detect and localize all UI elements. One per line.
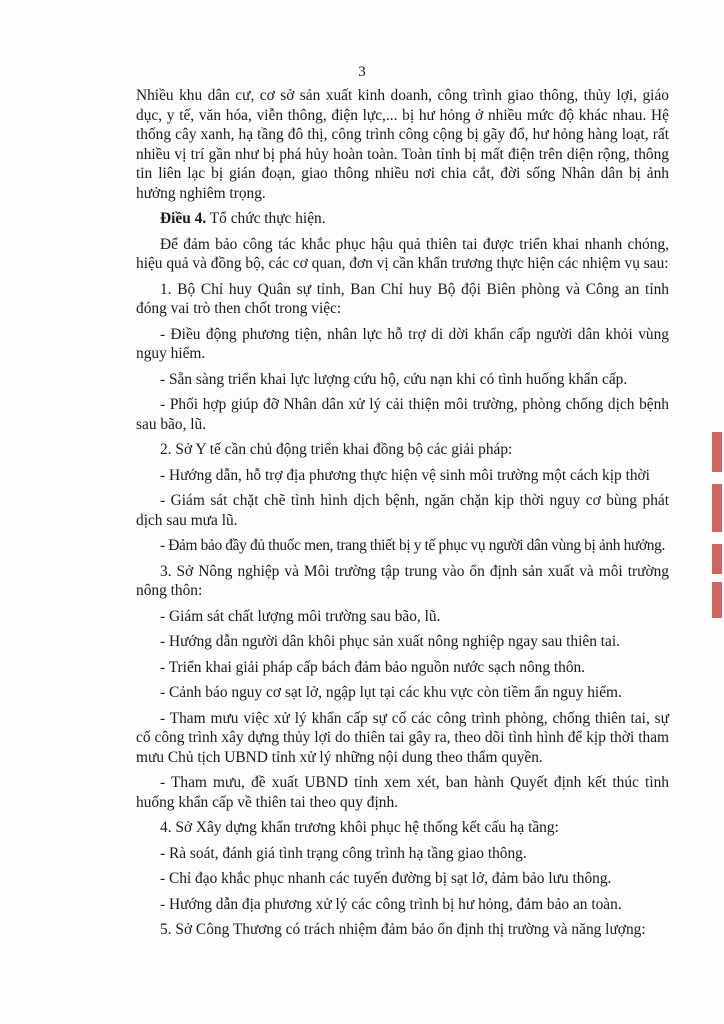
stamp-mark bbox=[708, 432, 724, 622]
article-heading bbox=[136, 209, 669, 229]
list-item: - Điều động phương tiện, nhân lực hỗ trợ di dời khẩn cấp người dân khỏi vùng nguy hiểm. bbox=[136, 325, 669, 362]
list-item: - Rà soát, đánh giá tình trạng công trình hạ tầng giao thông. bbox=[160, 844, 527, 862]
paragraph: Nhiều khu dân cư, cơ sở sản xuất kinh doanh, công trình giao thông, thủy lợi, giáo dục, y tế, văn hóa, viễn thông, điện lực,... bị hư hỏng ở nhiều mức độ khác nhau. Hệ thống cây xanh, hạ tầng đô thị, công trình công cộng bị gãy đổ, hư hỏng hàng loạt, rất nhiều vị trí gần như bị phá hủy hoàn toàn. Toàn tỉnh bị mất điện trên diện rộng, thông tin liên lạc bị gián đoạn, giao thông nhiều nơi chia cắt, đời sống Nhân dân bị ảnh hưởng nghiêm trọng. bbox=[136, 87, 669, 202]
list-item: - Triển khai giải pháp cấp bách đảm bảo nguồn nước sạch nông thôn. bbox=[160, 658, 586, 676]
list-item: - Giám sát chất lượng môi trường sau bão, lũ. bbox=[160, 607, 441, 625]
list-item: - Tham mưu việc xử lý khẩn cấp sự cố các công trình phòng, chống thiên tai, sự cố công trình xây dựng thủy lợi do thiên tai gây ra, theo dõi tình hình để kịp thời tham mưu Chủ tịch UBND tỉnh xử lý những nội dung theo thẩm quyền. bbox=[136, 709, 669, 766]
list-item: Để đảm bảo công tác khắc phục hậu quả thiên tai được triển khai nhanh chóng, hiệu quả và đồng bộ, các cơ quan, đơn vị cần khẩn trương thực hiện các nhiệm vụ sau: bbox=[136, 235, 669, 272]
list-item: 4. Sở Xây dựng khẩn trương khôi phục hệ thống kết cấu hạ tầng: bbox=[160, 819, 559, 836]
document-body bbox=[136, 86, 669, 946]
list-item: - Chỉ đạo khắc phục nhanh các tuyến đường bị sạt lở, đảm bảo lưu thông. bbox=[160, 870, 612, 887]
list-item: - Đảm bảo đầy đủ thuốc men, trang thiết bị y tế phục vụ người dân vùng bị ảnh hưởng. bbox=[160, 537, 665, 554]
list-item: - Cảnh báo nguy cơ sạt lở, ngập lụt tại các khu vực còn tiềm ẩn nguy hiểm. bbox=[160, 684, 622, 701]
list-item: - Hướng dẫn người dân khôi phục sản xuất nông nghiệp ngay sau thiên tai. bbox=[160, 633, 620, 650]
list-item: - Phối hợp giúp đỡ Nhân dân xử lý cải thiện môi trường, phòng chống dịch bệnh sau bão, lũ. bbox=[136, 396, 669, 433]
list-item: - Giám sát chặt chẽ tình hình dịch bệnh, ngăn chặn kịp thời nguy cơ bùng phát dịch sau mưa lũ. bbox=[136, 492, 669, 529]
list-item: 5. Sở Công Thương có trách nhiệm đảm bảo ổn định thị trường và năng lượng: bbox=[160, 921, 646, 938]
list-item: 1. Bộ Chỉ huy Quân sự tỉnh, Ban Chỉ huy Bộ đội Biên phòng và Công an tỉnh đóng vai trò then chốt trong việc: bbox=[136, 280, 669, 317]
article-title: Tổ chức thực hiện. bbox=[206, 210, 326, 227]
list-item: - Hướng dẫn địa phương xử lý các công trình bị hư hỏng, đảm bảo an toàn. bbox=[160, 895, 622, 913]
list-item: 3. Sở Nông nghiệp và Môi trường tập trung vào ổn định sản xuất và môi trường nông thôn: bbox=[136, 562, 669, 599]
list-item: 2. Sở Y tế cần chủ động triển khai đồng bộ các giải pháp: bbox=[160, 441, 513, 458]
list-item: - Tham mưu, đề xuất UBND tỉnh xem xét, ban hành Quyết định kết thúc tình huống khẩn cấp về thiên tai theo quy định. bbox=[136, 774, 669, 811]
list-item: - Hướng dẫn, hỗ trợ địa phương thực hiện vệ sinh môi trường một cách kịp thời bbox=[160, 466, 650, 484]
article-label: Điều 4. bbox=[160, 210, 207, 227]
page-number: 3 bbox=[358, 64, 366, 80]
list-item: - Sẵn sàng triển khai lực lượng cứu hộ, cứu nạn khi có tình huống khẩn cấp. bbox=[160, 370, 628, 388]
